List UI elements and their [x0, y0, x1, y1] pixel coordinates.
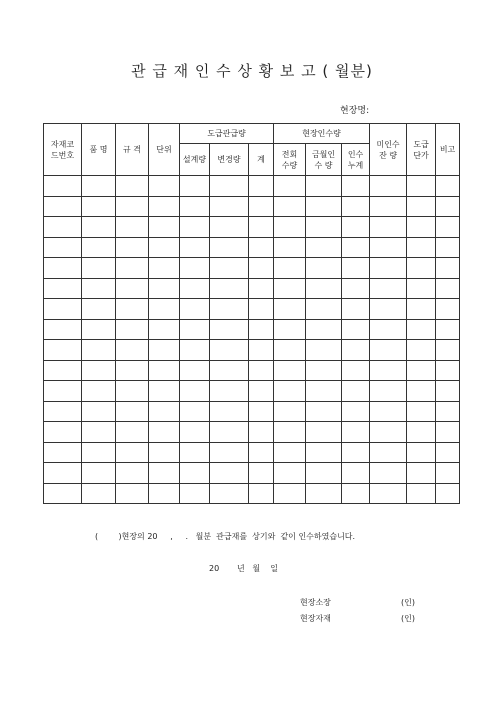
table-cell[interactable]	[407, 360, 436, 381]
document-title: 관 급 재 인 수 상 황 보 고 ( 월분)	[131, 62, 373, 80]
table-cell[interactable]	[44, 196, 82, 217]
table-cell[interactable]	[44, 299, 82, 320]
table-cell[interactable]	[149, 258, 180, 279]
table-cell[interactable]	[180, 176, 210, 197]
table-cell[interactable]	[306, 176, 342, 197]
table-cell[interactable]	[82, 196, 116, 217]
header-total: 계	[249, 144, 274, 176]
table-cell[interactable]	[407, 381, 436, 402]
table-cell[interactable]	[180, 340, 210, 361]
table-cell[interactable]	[407, 258, 436, 279]
table-cell[interactable]	[210, 278, 249, 299]
table-row	[44, 278, 460, 299]
header-material-code: 자재코 드번호	[44, 124, 82, 176]
header-prev-qty: 전회 수량	[274, 144, 306, 176]
table-cell[interactable]	[274, 401, 306, 422]
table-cell[interactable]	[306, 360, 342, 381]
table-cell[interactable]	[342, 463, 370, 484]
table-cell[interactable]	[180, 258, 210, 279]
table-cell[interactable]	[149, 340, 180, 361]
table-cell[interactable]	[342, 340, 370, 361]
table-cell[interactable]	[436, 381, 460, 402]
table-cell[interactable]	[210, 217, 249, 238]
table-cell[interactable]	[116, 278, 149, 299]
table-cell[interactable]	[180, 217, 210, 238]
table-cell[interactable]	[407, 196, 436, 217]
table-cell[interactable]	[274, 360, 306, 381]
table-cell[interactable]	[407, 217, 436, 238]
table-row	[44, 217, 460, 238]
header-receive-group: 현장인수량	[274, 124, 370, 144]
table-cell[interactable]	[180, 237, 210, 258]
site-manager-stamp: (인)	[401, 598, 415, 607]
table-cell[interactable]	[370, 196, 407, 217]
table-cell[interactable]	[306, 319, 342, 340]
header-remarks: 비고	[436, 124, 460, 176]
table-body	[44, 176, 460, 504]
table-cell[interactable]	[249, 463, 274, 484]
table-cell[interactable]	[370, 176, 407, 197]
table-cell[interactable]	[274, 176, 306, 197]
table-cell[interactable]	[180, 401, 210, 422]
date-line: 20 년 월 일	[209, 564, 278, 573]
table-cell[interactable]	[306, 196, 342, 217]
table-cell[interactable]	[116, 340, 149, 361]
header-unit: 단위	[149, 124, 180, 176]
table-row	[44, 299, 460, 320]
table-row	[44, 258, 460, 279]
site-material-stamp: (인)	[401, 614, 415, 623]
table-cell[interactable]	[342, 360, 370, 381]
table-cell[interactable]	[82, 442, 116, 463]
table-cell[interactable]	[180, 483, 210, 504]
table-cell[interactable]	[116, 381, 149, 402]
table-cell[interactable]	[82, 319, 116, 340]
table-cell[interactable]	[407, 340, 436, 361]
table-cell[interactable]	[436, 176, 460, 197]
table-cell[interactable]	[306, 483, 342, 504]
table-cell[interactable]	[116, 299, 149, 320]
table-cell[interactable]	[306, 401, 342, 422]
table-row	[44, 381, 460, 402]
table-cell[interactable]	[116, 463, 149, 484]
table-cell[interactable]	[180, 196, 210, 217]
table-cell[interactable]	[274, 319, 306, 340]
table-cell[interactable]	[306, 340, 342, 361]
site-material-title: 현장자재	[300, 614, 331, 623]
table-row	[44, 442, 460, 463]
table-cell[interactable]	[149, 442, 180, 463]
table-cell[interactable]	[274, 422, 306, 443]
table-cell[interactable]	[249, 258, 274, 279]
table-cell[interactable]	[407, 483, 436, 504]
table-cell[interactable]	[82, 278, 116, 299]
table-cell[interactable]	[44, 217, 82, 238]
table-cell[interactable]	[436, 483, 460, 504]
table-cell[interactable]	[370, 299, 407, 320]
table-cell[interactable]	[370, 483, 407, 504]
table-cell[interactable]	[249, 176, 274, 197]
table-cell[interactable]	[82, 237, 116, 258]
table-cell[interactable]	[82, 422, 116, 443]
table-cell[interactable]	[306, 381, 342, 402]
table-cell[interactable]	[180, 463, 210, 484]
table-row	[44, 422, 460, 443]
table-cell[interactable]	[249, 278, 274, 299]
table-cell[interactable]	[407, 422, 436, 443]
table-cell[interactable]	[342, 217, 370, 238]
table-cell[interactable]	[342, 381, 370, 402]
table-cell[interactable]	[44, 442, 82, 463]
table-cell[interactable]	[180, 278, 210, 299]
table-cell[interactable]	[306, 278, 342, 299]
table-cell[interactable]	[82, 360, 116, 381]
site-manager-title: 현장소장	[300, 598, 331, 607]
table-cell[interactable]	[436, 442, 460, 463]
table-cell[interactable]	[370, 463, 407, 484]
table-cell[interactable]	[116, 401, 149, 422]
table-cell[interactable]	[82, 401, 116, 422]
table-cell[interactable]	[249, 319, 274, 340]
table-cell[interactable]	[180, 360, 210, 381]
header-item-name: 품 명	[82, 124, 116, 176]
header-design-qty: 설계량	[180, 144, 210, 176]
table-cell[interactable]	[407, 463, 436, 484]
table-cell[interactable]	[436, 299, 460, 320]
table-cell[interactable]	[82, 217, 116, 238]
table-cell[interactable]	[370, 319, 407, 340]
table-cell[interactable]	[436, 319, 460, 340]
table-cell[interactable]	[149, 176, 180, 197]
table-cell[interactable]	[407, 442, 436, 463]
table-cell[interactable]	[370, 237, 407, 258]
table-cell[interactable]	[407, 237, 436, 258]
table-cell[interactable]	[407, 319, 436, 340]
table-cell[interactable]	[116, 360, 149, 381]
header-contract-unit-price: 도급 단가	[407, 124, 436, 176]
table-cell[interactable]	[342, 319, 370, 340]
table-cell[interactable]	[210, 340, 249, 361]
table-cell[interactable]	[210, 299, 249, 320]
table-cell[interactable]	[249, 483, 274, 504]
table-cell[interactable]	[210, 463, 249, 484]
table-cell[interactable]	[82, 381, 116, 402]
table-cell[interactable]	[149, 381, 180, 402]
table-cell[interactable]	[149, 196, 180, 217]
table-cell[interactable]	[149, 319, 180, 340]
table-cell[interactable]	[210, 381, 249, 402]
table-cell[interactable]	[342, 196, 370, 217]
table-cell[interactable]	[116, 217, 149, 238]
table-cell[interactable]	[44, 278, 82, 299]
table-cell[interactable]	[44, 176, 82, 197]
table-cell[interactable]	[82, 176, 116, 197]
table-cell[interactable]	[249, 299, 274, 320]
table-cell[interactable]	[44, 422, 82, 443]
table-cell[interactable]	[274, 258, 306, 279]
header-change-qty: 변경량	[210, 144, 249, 176]
table-cell[interactable]	[306, 237, 342, 258]
table-row	[44, 237, 460, 258]
table-cell[interactable]	[407, 299, 436, 320]
table-cell[interactable]	[44, 360, 82, 381]
table-cell[interactable]	[370, 381, 407, 402]
table-row	[44, 463, 460, 484]
table-cell[interactable]	[370, 401, 407, 422]
table-cell[interactable]	[116, 176, 149, 197]
table-cell[interactable]	[82, 483, 116, 504]
table-cell[interactable]	[370, 278, 407, 299]
table-cell[interactable]	[149, 217, 180, 238]
table-cell[interactable]	[249, 196, 274, 217]
table-cell[interactable]	[180, 442, 210, 463]
table-cell[interactable]	[407, 401, 436, 422]
table-row	[44, 196, 460, 217]
table-cell[interactable]	[82, 258, 116, 279]
table-cell[interactable]	[210, 360, 249, 381]
table-cell[interactable]	[82, 299, 116, 320]
table-cell[interactable]	[249, 401, 274, 422]
table-cell[interactable]	[370, 258, 407, 279]
table-cell[interactable]	[210, 258, 249, 279]
table-cell[interactable]	[274, 340, 306, 361]
table-cell[interactable]	[274, 217, 306, 238]
table-cell[interactable]	[274, 463, 306, 484]
table-cell[interactable]	[370, 360, 407, 381]
table-cell[interactable]	[249, 442, 274, 463]
table-cell[interactable]	[306, 217, 342, 238]
table-cell[interactable]	[306, 463, 342, 484]
table-cell[interactable]	[116, 442, 149, 463]
table-cell[interactable]	[436, 463, 460, 484]
table-cell[interactable]	[274, 237, 306, 258]
table-cell[interactable]	[370, 442, 407, 463]
table-cell[interactable]	[44, 381, 82, 402]
table-cell[interactable]	[180, 422, 210, 443]
table-cell[interactable]	[44, 483, 82, 504]
table-cell[interactable]	[249, 340, 274, 361]
table-cell[interactable]	[342, 422, 370, 443]
table-cell[interactable]	[306, 258, 342, 279]
table-cell[interactable]	[249, 360, 274, 381]
table-cell[interactable]	[149, 463, 180, 484]
table-cell[interactable]	[180, 381, 210, 402]
table-cell[interactable]	[116, 483, 149, 504]
table-cell[interactable]	[436, 422, 460, 443]
table-cell[interactable]	[274, 381, 306, 402]
table-cell[interactable]	[407, 176, 436, 197]
table-cell[interactable]	[342, 237, 370, 258]
table-cell[interactable]	[342, 278, 370, 299]
table-cell[interactable]	[436, 360, 460, 381]
table-cell[interactable]	[342, 483, 370, 504]
table-cell[interactable]	[116, 237, 149, 258]
table-cell[interactable]	[436, 340, 460, 361]
table-cell[interactable]	[116, 422, 149, 443]
table-cell[interactable]	[149, 360, 180, 381]
site-name-label: 현장명:	[340, 106, 370, 116]
table-cell[interactable]	[370, 340, 407, 361]
table-cell[interactable]	[342, 401, 370, 422]
table-cell[interactable]	[436, 278, 460, 299]
table-cell[interactable]	[44, 258, 82, 279]
table-cell[interactable]	[116, 258, 149, 279]
table-cell[interactable]	[82, 463, 116, 484]
table-cell[interactable]	[370, 217, 407, 238]
table-cell[interactable]	[249, 217, 274, 238]
table-cell[interactable]	[306, 299, 342, 320]
table-row	[44, 319, 460, 340]
table-cell[interactable]	[210, 319, 249, 340]
table-cell[interactable]	[116, 319, 149, 340]
table-cell[interactable]	[249, 422, 274, 443]
table-cell[interactable]	[210, 401, 249, 422]
table-row	[44, 360, 460, 381]
table-cell[interactable]	[436, 217, 460, 238]
table-cell[interactable]	[180, 319, 210, 340]
table-cell[interactable]	[210, 483, 249, 504]
table-cell[interactable]	[82, 340, 116, 361]
table-cell[interactable]	[210, 442, 249, 463]
table-cell[interactable]	[149, 278, 180, 299]
table-cell[interactable]	[407, 278, 436, 299]
table-cell[interactable]	[249, 237, 274, 258]
table-cell[interactable]	[370, 422, 407, 443]
table-cell[interactable]	[342, 299, 370, 320]
table-row	[44, 401, 460, 422]
table-cell[interactable]	[342, 442, 370, 463]
table-cell[interactable]	[44, 237, 82, 258]
table-cell[interactable]	[116, 196, 149, 217]
header-spec: 규 격	[116, 124, 149, 176]
table-cell[interactable]	[210, 237, 249, 258]
table-cell[interactable]	[249, 381, 274, 402]
table-cell[interactable]	[436, 258, 460, 279]
table-cell[interactable]	[274, 483, 306, 504]
table-cell[interactable]	[149, 422, 180, 443]
header-cumulative: 인수 누계	[342, 144, 370, 176]
table-cell[interactable]	[436, 401, 460, 422]
table-cell[interactable]	[44, 340, 82, 361]
table-cell[interactable]	[306, 422, 342, 443]
table-cell[interactable]	[149, 299, 180, 320]
table-cell[interactable]	[210, 422, 249, 443]
table-cell[interactable]	[149, 237, 180, 258]
table-cell[interactable]	[44, 463, 82, 484]
table-cell[interactable]	[436, 196, 460, 217]
table-cell[interactable]	[274, 278, 306, 299]
table-cell[interactable]	[149, 483, 180, 504]
table-cell[interactable]	[210, 196, 249, 217]
confirmation-statement: ( )현장의 20 , . 월분 관급재를 상기와 같이 인수하였습니다.	[95, 532, 356, 541]
table-cell[interactable]	[180, 299, 210, 320]
table-cell[interactable]	[44, 401, 82, 422]
table-cell[interactable]	[44, 319, 82, 340]
table-cell[interactable]	[274, 442, 306, 463]
table-cell[interactable]	[436, 237, 460, 258]
table-cell[interactable]	[342, 258, 370, 279]
header-this-month-qty: 금월인 수 량	[306, 144, 342, 176]
table-cell[interactable]	[274, 196, 306, 217]
table-cell[interactable]	[149, 401, 180, 422]
table-cell[interactable]	[306, 442, 342, 463]
table-row	[44, 483, 460, 504]
table-row	[44, 176, 460, 197]
table-cell[interactable]	[274, 299, 306, 320]
table-row	[44, 340, 460, 361]
material-receipt-table	[43, 123, 460, 504]
header-uncollected: 미인수 잔 량	[370, 124, 407, 176]
table-cell[interactable]	[210, 176, 249, 197]
table-cell[interactable]	[342, 176, 370, 197]
header-supply-group: 도급관급량	[180, 124, 274, 144]
